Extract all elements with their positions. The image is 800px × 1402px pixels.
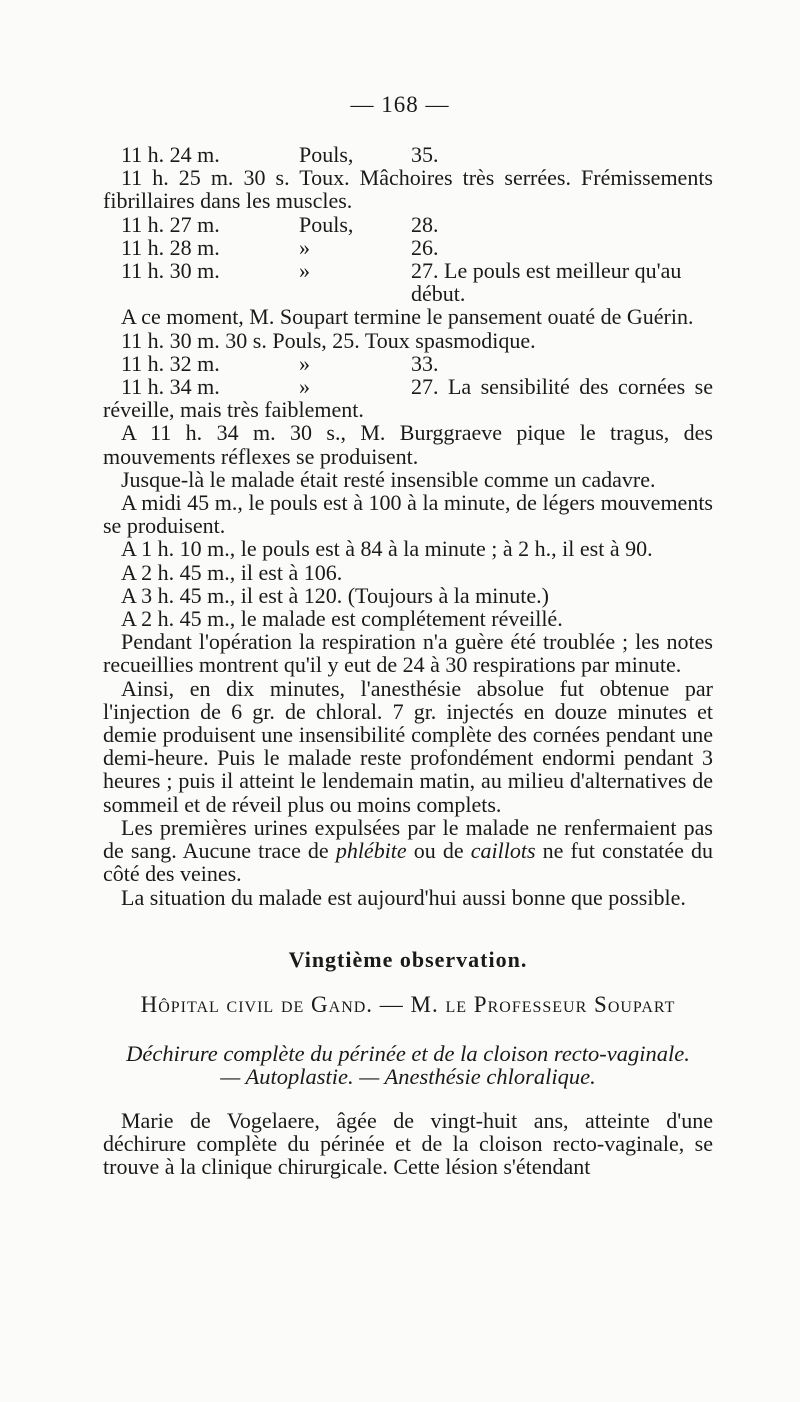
entry-mark: Pouls, (299, 142, 354, 167)
entry-mark: » (299, 234, 310, 260)
body-text (103, 143, 713, 1178)
paragraph: A 2 h. 45 m., le malade est complétement réveillé. (121, 606, 563, 632)
entry-text: 26. (411, 234, 439, 260)
entry-time: 11 h. 34 m. (121, 374, 220, 400)
entry-text: 35. (411, 142, 439, 167)
urines-text-after: ne fut constatée du côté des veines. (103, 838, 714, 887)
entry-time: 11 h. 30 m. 30 s. (121, 327, 267, 353)
timeline-entry (103, 236, 713, 259)
timeline-entry (103, 329, 713, 352)
urines-text-before: Les premières urines expulsées par le malade ne renfermaient pas de sang. Aucune trace de (103, 814, 713, 864)
paragraph: Marie de Vogelaere, âgée de vingt-huit ans, atteinte d'une déchirure complète du périnée et de la cloison recto-vaginale, se trouve à la clinique chirurgicale. Cette lésion s'étendant (103, 1107, 713, 1179)
paragraph: A 11 h. 34 m. 30 s., M. Burggraeve pique le tragus, des mouvements réflexes se produisent. (103, 420, 713, 469)
entry-mark: » (299, 258, 310, 284)
entry-time: 11 h. 30 m. (121, 258, 220, 284)
entry-mark: » (299, 350, 310, 376)
paragraph: A 2 h. 45 m., il est à 106. (121, 559, 343, 585)
hospital-line: Hôpital civil de Gand. — M. le Professeur Soupart (140, 991, 676, 1017)
paragraph: A midi 45 m., le pouls est à 100 à la minute, de légers mouvements se produisent. (103, 490, 713, 539)
entry-text: 33. (411, 350, 439, 376)
paragraph: A 1 h. 10 m., le pouls est à 84 à la minute ; à 2 h., il est à 90. (121, 536, 653, 562)
page-number: — 168 — (350, 92, 450, 117)
paragraph-urines (103, 816, 713, 886)
entry-text: Pouls, 25. Toux spasmodique. (272, 327, 536, 353)
entry-time: 11 h. 24 m. (121, 142, 220, 167)
paragraph: Ainsi, en dix minutes, l'anesthésie absolue fut obtenue par l'injection de 6 gr. de chloral. 7 gr. injectés en douze minutes et demie produisent une insensibilité complète des cornées pendant une demi-heure. Puis le malade reste profondément endormi pendant 3 heures ; puis il atteint le lendemain matin, au milieu d'alternatives de sommeil et de réveil plus ou moins complets. (103, 675, 713, 817)
entry-time: 11 h. 25 m. 30 s. (121, 165, 290, 191)
timeline-entry (103, 259, 713, 305)
section-heading: Vingtième observation. (288, 946, 528, 972)
entry-mark: Pouls, (299, 211, 354, 237)
case-subtitle (103, 1042, 713, 1088)
entry-time: 11 h. 27 m. (121, 211, 220, 237)
entry-text: 27. La sensibilité des cornées se réveille, mais très faiblement. (103, 374, 713, 423)
entry-text: 27. Le pouls est meilleur qu'au début. (411, 258, 682, 307)
entry-text: 28. (411, 211, 439, 237)
subtitle-line-2: — Autoplastie. — Anesthésie chloralique. (220, 1064, 596, 1090)
entry-time: 11 h. 32 m. (121, 350, 220, 376)
urines-italic-phlebite: phlébite (335, 838, 407, 864)
entry-time: 11 h. 28 m. (121, 234, 220, 260)
urines-italic-caillots: caillots (470, 838, 536, 864)
paragraph: Jusque-là le malade était resté insensible comme un cadavre. (121, 466, 656, 492)
timeline-entry (103, 213, 713, 236)
timeline-entry (103, 166, 713, 212)
urines-text-middle: ou de (406, 838, 471, 864)
entry-text: Toux. Mâchoires très serrées. Frémissements fibrillaires dans les muscles. (103, 165, 713, 214)
timeline-entry (103, 352, 713, 375)
paragraph: Pendant l'opération la respiration n'a guère été troublée ; les notes recueillies montrent qu'il y eut de 24 à 30 respirations par minute. (103, 629, 713, 678)
timeline-entry (103, 375, 713, 421)
subtitle-line-1: Déchirure complète du périnée et de la cloison recto-vaginale. (126, 1041, 690, 1067)
entry-mark: » (299, 374, 310, 400)
paragraph: A 3 h. 45 m., il est à 120. (Toujours à la minute.) (121, 582, 550, 608)
paragraph: La situation du malade est aujourd'hui aussi bonne que possible. (121, 884, 686, 910)
timeline-entry (103, 143, 713, 166)
paragraph: A ce moment, M. Soupart termine le pansement ouaté de Guérin. (121, 304, 694, 330)
